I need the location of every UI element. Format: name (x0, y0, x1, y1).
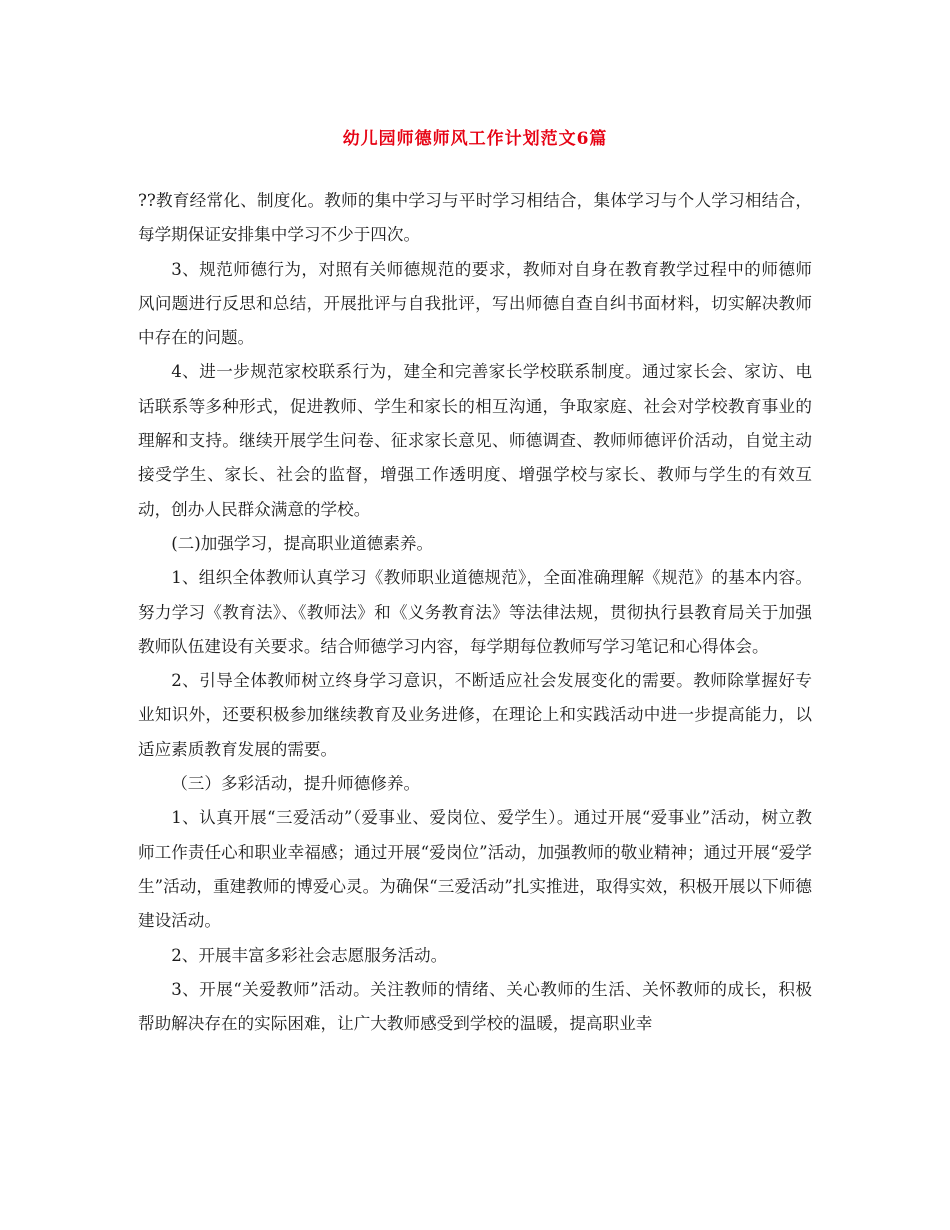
paragraph-item-3-conduct: 3、规范师德行为，对照有关师德规范的要求，教师对自身在教育教学过程中的师德师风问题进行反思和总结，开展批评与自我批评，写出师德自查自纠书面材料，切实解决教师中存在的问题。 (138, 259, 812, 348)
paragraph-item-2-lifelong: 2、引导全体教师树立终身学习意识，不断适应社会发展变化的需要。教师除掌握好专业知识外，还要积极参加继续教育及业务进修，在理论上和实践活动中进一步提高能力，以适应素质教育发展的需要。 (138, 671, 812, 759)
paragraph-continuation: ??教育经常化、制度化。教师的集中学习与平时学习相结合，集体学习与个人学习相结合，每学期保证安排集中学习不少于四次。 (138, 191, 812, 245)
paragraph-item-4-home-school: 4、进一步规范家校联系行为，建全和完善家长学校联系制度。通过家长会、家访、电话联系等多种形式，促进教师、学生和家长的相互沟通，争取家庭、社会对学校教育事业的理解和支持。继续开展学生问卷、征求家长意见、师德调查、教师师德评价活动，自觉主动接受学生、家长、社会的监督，增强工作透明度、增强学校与家长、教师与学生的有效互动，创办人民群众满意的学校。 (138, 362, 812, 519)
paragraph-item-2-volunteer: 2、开展丰富多彩社会志愿服务活动。 (171, 945, 448, 965)
paragraph-item-1-study: 1、组织全体教师认真学习《教师职业道德规范》，全面准确理解《规范》的基本内容。努力学习《教育法》、《教师法》和《义务教育法》等法律法规，贯彻执行县教育局关于加强教师队伍建设有关要求。结合师德学习内容，每学期每位教师写学习笔记和心得体会。 (138, 568, 812, 656)
paragraph-item-1-three-loves: 1、认真开展“三爱活动”（爱事业、爱岗位、爱学生）。通过开展“爱事业”活动，树立教师工作责任心和职业幸福感；通过开展“爱岗位”活动，加强教师的敬业精神；通过开展“爱学生”活动，重建教师的博爱心灵。为确保“三爱活动”扎实推进，取得实效，积极开展以下师德建设活动。 (138, 808, 812, 931)
section-heading-2: (二)加强学习，提高职业道德素养。 (171, 533, 434, 553)
section-heading-3: （三）多彩活动，提升师德修养。 (171, 774, 421, 794)
paragraph-item-3-care: 3、开展“关爱教师”活动。关注教师的情绪、关心教师的生活、关怀教师的成长，积极帮助解决存在的实际困难，让广大教师感受到学校的温暖，提高职业幸 (138, 979, 812, 1034)
document-title: 幼儿园师德师风工作计划范文6篇 (342, 129, 608, 149)
document-body (138, 184, 812, 1041)
